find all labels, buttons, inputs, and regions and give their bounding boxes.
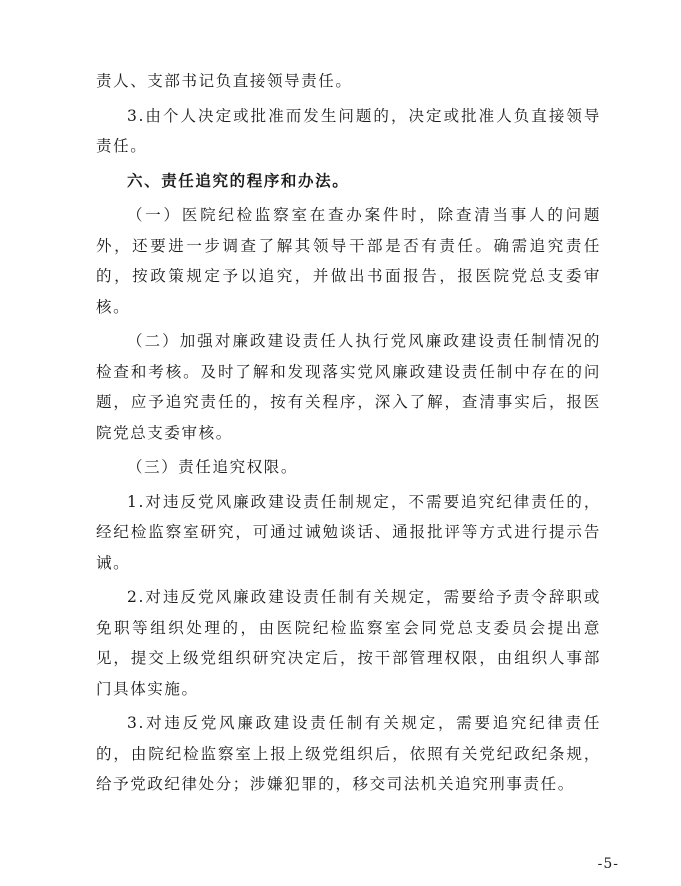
page-number: -5-	[597, 856, 619, 872]
paragraph-2: 3.由个人决定或批准而发生问题的，决定或批准人负直接领导责任。	[96, 106, 601, 155]
paragraph-1: 责人、支部书记负直接领导责任。	[96, 72, 353, 90]
paragraph-8: 3.对违反党风廉政建设责任制有关规定，需要追究纪律责任的，由院纪检监察室上报上级党组织后，依照有关党纪政纪条规，给予党政纪律处分；涉嫌犯罪的，移交司法机关追究刑事责任。	[96, 714, 601, 793]
paragraph-4: （二）加强对廉政建设责任人执行党风廉政建设责任制情况的检查和考核。及时了解和发现落实党风廉政建设责任制中存在的问题，应予追究责任的，按有关程序，深入了解，查清事实后，报医院党总支委审核。	[96, 332, 601, 442]
paragraph-3: （一）医院纪检监察室在查办案件时，除查清当事人的问题外，还要进一步调查了解其领导干部是否有责任。确需追究责任的，按政策规定予以追究，并做出书面报告，报医院党总支委审核。	[96, 206, 601, 316]
paragraph-5: （三）责任追究权限。	[127, 458, 299, 476]
section-heading: 六、责任追究的程序和办法。	[127, 171, 350, 190]
paragraph-7: 2.对违反党风廉政建设责任制有关规定，需要给予责令辞职或免职等组织处理的，由医院纪检监察室会同党总支委员会提出意见，提交上级党组织研究决定后，按干部管理权限，由组织人事部门具体实施。	[96, 588, 601, 698]
paragraph-6: 1.对违反党风廉政建设责任制规定，不需要追究纪律责任的，经纪检监察室研究，可通过诫勉谈话、通报批评等方式进行提示告诫。	[96, 492, 601, 572]
